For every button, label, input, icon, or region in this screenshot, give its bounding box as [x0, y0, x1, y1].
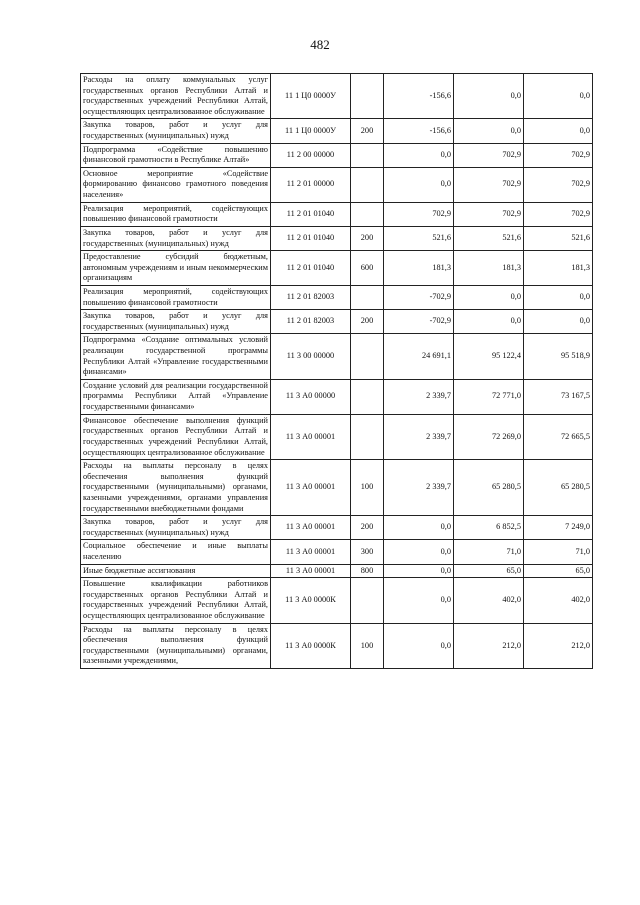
row-amount-1-cell: 521,6: [384, 226, 454, 250]
row-amount-3-cell: 702,9: [524, 202, 593, 226]
table-row: [81, 74, 593, 119]
table-row: [81, 334, 593, 379]
row-expense-type-cell: 200: [351, 119, 384, 143]
table-row: [81, 623, 593, 668]
row-expense-type-cell: 800: [351, 564, 384, 578]
row-amount-2-cell: 521,6: [454, 226, 524, 250]
row-amount-2-cell: 0,0: [454, 74, 524, 119]
row-amount-2-cell: 65,0: [454, 564, 524, 578]
row-expense-type-cell: 300: [351, 540, 384, 564]
row-name-cell: Реализация мероприятий, содействующих повышению финансовой грамотности: [81, 285, 271, 309]
row-code-cell: 11 2 01 01040: [271, 202, 351, 226]
row-expense-type-cell: [351, 379, 384, 414]
row-expense-type-cell: [351, 578, 384, 623]
table-row: [81, 167, 593, 202]
row-amount-1-cell: 0,0: [384, 564, 454, 578]
row-amount-2-cell: 72 269,0: [454, 414, 524, 459]
row-name-cell: Финансовое обеспечение выполнения функций государственных органов Республики Алтай и государственных учреждений Республики Алтай, осуществляющих централизованное обслуживание: [81, 414, 271, 459]
row-expense-type-cell: [351, 167, 384, 202]
row-name-cell: Расходы на выплаты персоналу в целях обеспечения выполнения функций государственными (муниципальными) органами, казенными учреждениями, органами управления государственными внебюджетными фондами: [81, 460, 271, 516]
table-row: [81, 226, 593, 250]
row-code-cell: 11 2 01 01040: [271, 251, 351, 286]
row-amount-2-cell: 72 771,0: [454, 379, 524, 414]
row-amount-2-cell: 181,3: [454, 251, 524, 286]
row-code-cell: 11 3 А0 00001: [271, 414, 351, 459]
table-row: [81, 460, 593, 516]
row-amount-3-cell: 0,0: [524, 285, 593, 309]
row-expense-type-cell: [351, 414, 384, 459]
row-amount-2-cell: 212,0: [454, 623, 524, 668]
row-expense-type-cell: [351, 334, 384, 379]
budget-table-body: [81, 74, 593, 669]
row-amount-3-cell: 212,0: [524, 623, 593, 668]
table-row: [81, 516, 593, 540]
budget-table: [80, 73, 593, 669]
row-name-cell: Предоставление субсидий бюджетным, автономным учреждениям и иным некоммерческим организациям: [81, 251, 271, 286]
row-amount-2-cell: 0,0: [454, 285, 524, 309]
row-name-cell: Закупка товаров, работ и услуг для государственных (муниципальных) нужд: [81, 119, 271, 143]
row-code-cell: 11 3 А0 00001: [271, 516, 351, 540]
row-amount-1-cell: -156,6: [384, 74, 454, 119]
row-name-cell: Реализация мероприятий, содействующих повышению финансовой грамотности: [81, 202, 271, 226]
row-amount-2-cell: 95 122,4: [454, 334, 524, 379]
row-amount-3-cell: 702,9: [524, 143, 593, 167]
row-amount-3-cell: 73 167,5: [524, 379, 593, 414]
row-amount-1-cell: 0,0: [384, 578, 454, 623]
row-amount-3-cell: 71,0: [524, 540, 593, 564]
row-amount-2-cell: 0,0: [454, 310, 524, 334]
row-amount-3-cell: 702,9: [524, 167, 593, 202]
row-amount-3-cell: 95 518,9: [524, 334, 593, 379]
row-amount-1-cell: -702,9: [384, 285, 454, 309]
table-row: [81, 285, 593, 309]
row-amount-3-cell: 0,0: [524, 119, 593, 143]
row-amount-1-cell: -156,6: [384, 119, 454, 143]
table-row: [81, 414, 593, 459]
row-name-cell: Повышение квалификации работников государственных органов Республики Алтай и государственных учреждений Республики Алтай, осуществляющих централизованное обслуживание: [81, 578, 271, 623]
row-amount-1-cell: 0,0: [384, 623, 454, 668]
row-amount-1-cell: 181,3: [384, 251, 454, 286]
row-expense-type-cell: [351, 202, 384, 226]
row-amount-3-cell: 7 249,0: [524, 516, 593, 540]
row-name-cell: Иные бюджетные ассигнования: [81, 564, 271, 578]
table-row: [81, 379, 593, 414]
row-amount-3-cell: 65 280,5: [524, 460, 593, 516]
row-amount-3-cell: 65,0: [524, 564, 593, 578]
row-code-cell: 11 3 А0 00001: [271, 460, 351, 516]
row-code-cell: 11 3 А0 0000К: [271, 578, 351, 623]
row-amount-2-cell: 702,9: [454, 143, 524, 167]
row-code-cell: 11 3 А0 0000К: [271, 623, 351, 668]
row-code-cell: 11 3 А0 00000: [271, 379, 351, 414]
row-expense-type-cell: 100: [351, 460, 384, 516]
row-amount-1-cell: 0,0: [384, 540, 454, 564]
row-amount-2-cell: 65 280,5: [454, 460, 524, 516]
row-name-cell: Создание условий для реализации государственной программы Республики Алтай «Управление государственными финансами»: [81, 379, 271, 414]
row-expense-type-cell: 200: [351, 310, 384, 334]
row-expense-type-cell: 600: [351, 251, 384, 286]
row-expense-type-cell: [351, 74, 384, 119]
row-amount-2-cell: 402,0: [454, 578, 524, 623]
row-amount-3-cell: 402,0: [524, 578, 593, 623]
row-amount-3-cell: 521,6: [524, 226, 593, 250]
table-row: [81, 578, 593, 623]
row-name-cell: Закупка товаров, работ и услуг для государственных (муниципальных) нужд: [81, 310, 271, 334]
row-expense-type-cell: [351, 285, 384, 309]
row-code-cell: 11 2 01 82003: [271, 310, 351, 334]
row-name-cell: Социальное обеспечение и иные выплаты населению: [81, 540, 271, 564]
row-name-cell: Основное мероприятие «Содействие формированию финансово грамотного поведения населения»: [81, 167, 271, 202]
row-expense-type-cell: 100: [351, 623, 384, 668]
row-name-cell: Расходы на оплату коммунальных услуг государственных органов Республики Алтай и государственных учреждений Республики Алтай, осуществляющих централизованное обслуживание: [81, 74, 271, 119]
row-name-cell: Подпрограмма «Содействие повышению финансовой грамотности в Республике Алтай»: [81, 143, 271, 167]
row-amount-1-cell: 702,9: [384, 202, 454, 226]
row-code-cell: 11 2 00 00000: [271, 143, 351, 167]
row-amount-2-cell: 71,0: [454, 540, 524, 564]
table-row: [81, 202, 593, 226]
row-expense-type-cell: 200: [351, 226, 384, 250]
row-code-cell: 11 1 Ц0 0000У: [271, 119, 351, 143]
page-number: 482: [310, 37, 330, 52]
table-row: [81, 251, 593, 286]
row-amount-3-cell: 0,0: [524, 74, 593, 119]
table-row: [81, 310, 593, 334]
row-code-cell: 11 2 01 00000: [271, 167, 351, 202]
table-row: [81, 143, 593, 167]
row-amount-1-cell: 0,0: [384, 516, 454, 540]
row-amount-1-cell: 2 339,7: [384, 414, 454, 459]
row-amount-2-cell: 702,9: [454, 167, 524, 202]
row-amount-1-cell: 0,0: [384, 143, 454, 167]
row-amount-2-cell: 6 852,5: [454, 516, 524, 540]
row-amount-1-cell: 2 339,7: [384, 460, 454, 516]
row-code-cell: 11 3 А0 00001: [271, 540, 351, 564]
row-amount-1-cell: 2 339,7: [384, 379, 454, 414]
row-amount-2-cell: 0,0: [454, 119, 524, 143]
row-amount-1-cell: 0,0: [384, 167, 454, 202]
row-code-cell: 11 2 01 82003: [271, 285, 351, 309]
row-name-cell: Подпрограмма «Создание оптимальных условий реализации государственной программы Республики Алтай «Управление государственными финансами»: [81, 334, 271, 379]
row-amount-3-cell: 181,3: [524, 251, 593, 286]
table-row: [81, 540, 593, 564]
row-expense-type-cell: [351, 143, 384, 167]
row-expense-type-cell: 200: [351, 516, 384, 540]
table-row: [81, 119, 593, 143]
row-code-cell: 11 1 Ц0 0000У: [271, 74, 351, 119]
row-amount-3-cell: 72 665,5: [524, 414, 593, 459]
row-code-cell: 11 2 01 01040: [271, 226, 351, 250]
row-name-cell: Закупка товаров, работ и услуг для государственных (муниципальных) нужд: [81, 226, 271, 250]
table-row: [81, 564, 593, 578]
row-name-cell: Закупка товаров, работ и услуг для государственных (муниципальных) нужд: [81, 516, 271, 540]
row-amount-2-cell: 702,9: [454, 202, 524, 226]
row-amount-3-cell: 0,0: [524, 310, 593, 334]
row-name-cell: Расходы на выплаты персоналу в целях обеспечения выполнения функций государственными (муниципальными) органами, казенными учреждениями,: [81, 623, 271, 668]
row-code-cell: 11 3 А0 00001: [271, 564, 351, 578]
row-amount-1-cell: 24 691,1: [384, 334, 454, 379]
row-code-cell: 11 3 00 00000: [271, 334, 351, 379]
row-amount-1-cell: -702,9: [384, 310, 454, 334]
